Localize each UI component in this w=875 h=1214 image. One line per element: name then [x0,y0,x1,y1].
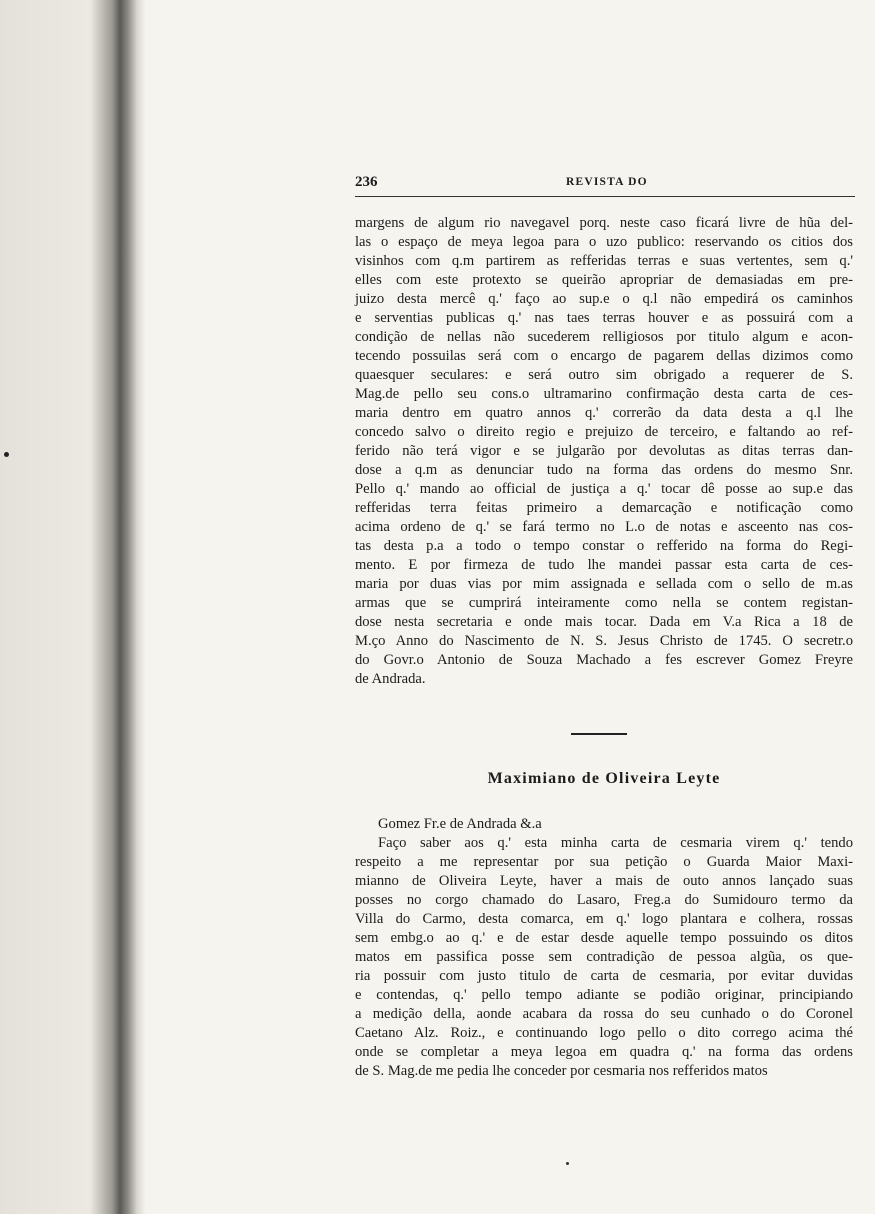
charter-text-maximiano [355,815,853,1081]
text-line: elles com este protexto se queirão apropriar de demasiadas em pre- [355,272,853,288]
text-line: e serventias publicas q.' nas taes terras houver e as possuirá com a [355,310,853,326]
margin-speck [4,452,9,457]
text-line: Villa do Carmo, desta comarca, em q.' logo plantara e colhera, rossas [355,911,853,927]
page-speck [566,1162,569,1165]
text-line: de Andrada. [355,671,426,687]
text-line: de S. Mag.de me pedia lhe conceder por cesmaria nos refferidos matos [355,1063,768,1079]
text-line: M.ço Anno do Nascimento de N. S. Jesus Christo de 1745. O secretr.o [355,633,853,649]
text-line: armas que se cumprirá inteiramente como nella se contem registan- [355,595,853,611]
text-line: sem embg.o ao q.' e de estar desde aquelle tempo possuindo os ditos [355,930,853,946]
text-line: Caetano Alz. Roiz., e continuando logo pello o dito corrego acima thé [355,1025,853,1041]
text-line: juizo desta mercê q.' faço ao sup.e o q.l não empedirá os caminhos [355,291,853,307]
text-line: ria possuir com justo titulo de carta de cesmaria, por evitar duvidas [355,968,853,984]
text-line: do Govr.o Antonio de Souza Machado a fes escrever Gomez Freyre [355,652,853,668]
text-line: condição de nellas não sucederem relligiosos por titulo algum e acon- [355,329,853,345]
text-line: tas desta p.a a todo o tempo constar o refferido na forma do Regi- [355,538,853,554]
text-line: margens de algum rio navegavel porq. neste caso ficará livre de hũa del- [355,215,853,231]
text-line: acima ordeno de q.' se fará termo no L.o de notas e asceento nas cos- [355,519,853,535]
section-title: Maximiano de Oliveira Leyte [487,770,721,787]
text-line: onde se completar a meya legoa em quadra q.' na forma das ordens [355,1044,853,1060]
text-line: posses no corgo chamado do Lasaro, Freg.a do Sumidouro termo da [355,892,853,908]
text-line: matos em passifica posse sem contradição de pessoa algũa, os que- [355,949,853,965]
text-line: Pello q.' mando ao official de justiça a q.' tocar dê posse ao sup.e das [355,481,853,497]
text-line: mento. E por firmeza de tudo lhe mandei passar esta carta de ces- [355,557,853,573]
text-line: Gomez Fr.e de Andrada &.a [378,816,542,832]
text-line: quaesquer seculares: e será outro sim obrigado a requerer de S. [355,367,853,383]
running-title: REVISTA DO [566,176,648,188]
text-line: Faço saber aos q.' esta minha carta de cesmaria virem q.' tendo [378,835,853,851]
header-rule [355,196,855,197]
text-line: respeito a me representar por sua petição o Guarda Maior Maxi- [355,854,853,870]
text-line: concedo salvo o direito regio e prejuizo de terceiro, e faltando ao ref- [355,424,853,440]
text-line: visinhos com q.m partirem as refferidas terras e suas vertentes, sem q.' [355,253,853,269]
text-line: maria por duas vias por mim assignada e sellada com o sello de m.as [355,576,853,592]
page-number: 236 [355,174,378,190]
section-separator [571,733,627,735]
book-binding-edge [0,0,145,1214]
text-line: maria dentro em quatro annos q.' correrão da data desta a q.l lhe [355,405,853,421]
text-line: a medição della, aonde acabara da rossa do seu cunhado o do Coronel [355,1006,853,1022]
text-line: dose nesta secretaria e onde mais tocar. Dada em V.a Rica a 18 de [355,614,853,630]
text-line: las o espaço de meya legoa para o uzo publico: reservando os citios dos [355,234,853,250]
text-line: dose a q.m as denunciar tudo na forma das ordens do mesmo Snr. [355,462,853,478]
charter-text-continued [355,214,853,689]
text-line: tecendo possuilas será com o encargo de pagarem dellas dizimos como [355,348,853,364]
text-line: mianno de Oliveira Leyte, haver a mais de outo annos lançado suas [355,873,853,889]
text-line: refferidas terra feitas primeiro a demarcação e notificação como [355,500,853,516]
text-line: ferido não terá vigor e se julgarão por devolutas as ditas terras dan- [355,443,853,459]
text-line: e contendas, q.' pello tempo adiante se podião originar, principiando [355,987,853,1003]
page-header [355,174,855,194]
text-line: Mag.de pello seu cons.o ultramarino confirmação desta carta de ces- [355,386,853,402]
